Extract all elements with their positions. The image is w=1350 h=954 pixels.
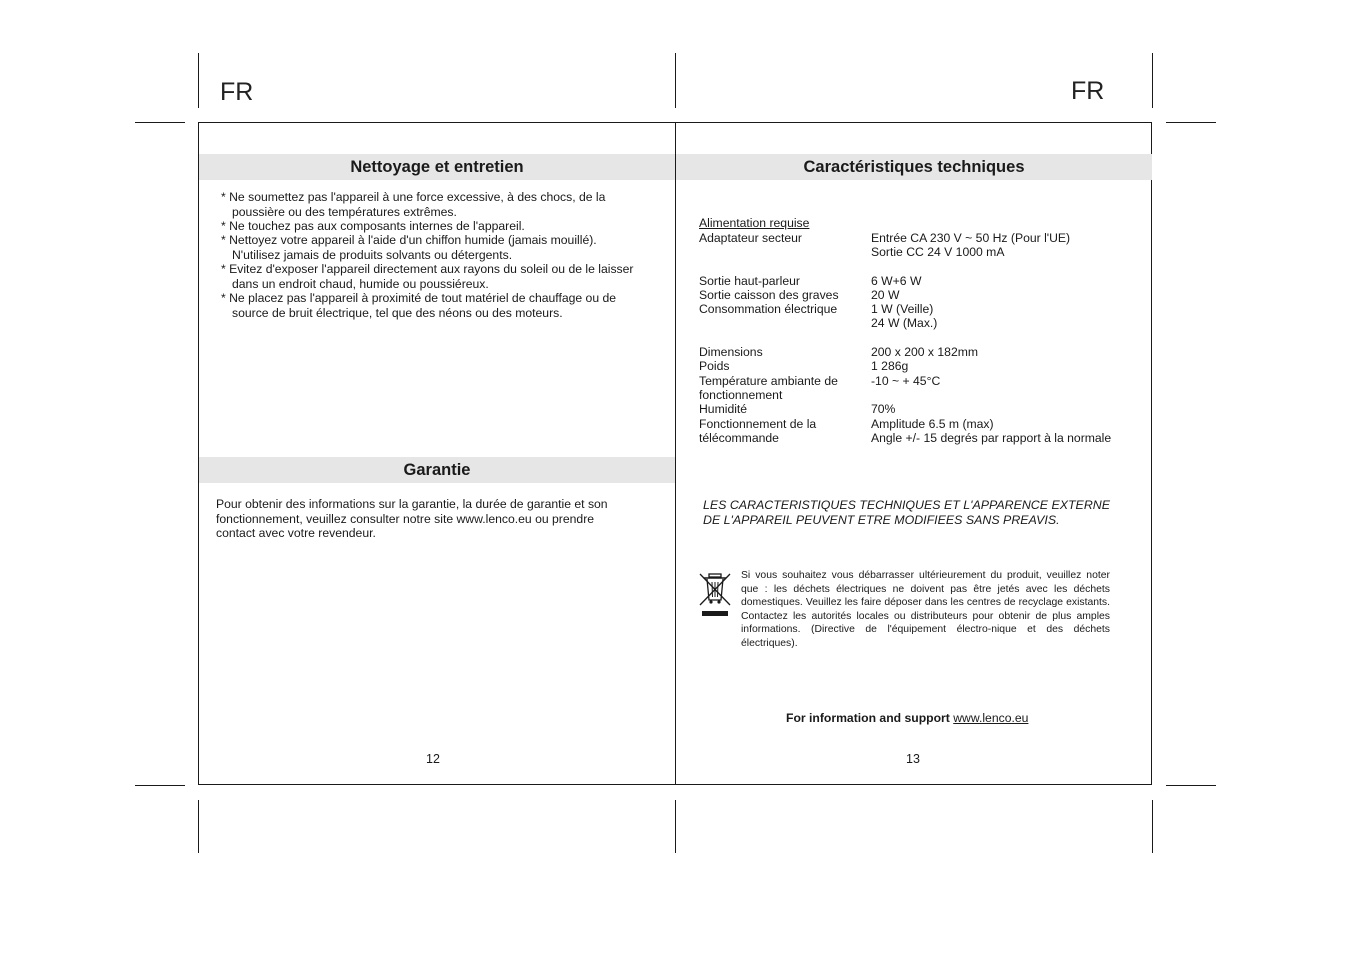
crop-mark [198,53,199,108]
spec-value-humidity: 70% [871,402,896,416]
page-number-left: 12 [426,752,440,766]
language-label-left: FR [220,78,254,106]
specs-section-title: Caractéristiques techniques [676,154,1152,180]
specs-change-notice: LES CARACTERISTIQUES TECHNIQUES ET L'APPARENCE EXTERNE DE L'APPAREIL PEUVENT ETRE MODIFIEES SANS PREAVIS. [703,498,1110,527]
spec-label-consumption: Consommation électrique [699,302,838,316]
page-divider [675,122,676,785]
spec-value-adapter: Entrée CA 230 V ~ 50 Hz (Pour l'UE) Sortie CC 24 V 1000 mA [871,231,1071,260]
power-heading: Alimentation requise [699,216,810,230]
spec-label-subwoofer: Sortie caisson des graves [699,288,839,302]
support-label: For information and support [786,711,950,725]
spec-value-dimensions: 200 x 200 x 182mm [871,345,979,359]
cleaning-item: * Nettoyez votre appareil à l'aide d'un chiffon humide (jamais mouillé). N'utilisez jamais de produits solvants ou détergents. [221,233,597,262]
spec-value-weight: 1 286g [871,359,909,373]
support-link[interactable]: www.lenco.eu [953,711,1029,725]
weee-disposal-text: Si vous souhaitez vous débarrasser ultérieurement du produit, veuillez noter que : les déchets électriques ne doivent pas être jetés avec les déchets domestiques. Veuillez les faire déposer dans les centres de recyclage existants. Contactez les autorités locales ou distributeurs pour obtenir de plus amples informations. (Directive de l'équipement électro-nique et des déchets électriques). [741,570,1110,649]
page-number-right: 13 [906,752,920,766]
spec-value-consumption: 1 W (Veille) 24 W (Max.) [871,302,938,331]
spec-value-subwoofer: 20 W [871,288,900,302]
crop-mark [1152,800,1153,853]
spec-label-remote: Fonctionnement de la télécommande [699,417,817,446]
language-label-right: FR [1071,77,1105,105]
spec-label-dimensions: Dimensions [699,345,763,359]
cleaning-item: * Evitez d'exposer l'appareil directement aux rayons du soleil ou de le laisser dans un endroit chaud, humide ou poussiéreux. [221,262,634,291]
crop-mark [1166,122,1216,123]
crop-mark [198,800,199,853]
spec-value-speaker: 6 W+6 W [871,274,922,288]
crop-mark [135,785,185,786]
spec-label-humidity: Humidité [699,402,748,416]
spec-value-temperature: -10 ~ + 45°C [871,374,941,388]
cleaning-item: * Ne touchez pas aux composants internes de l'appareil. [221,219,525,233]
crop-mark [1166,785,1216,786]
spec-label-adapter: Adaptateur secteur [699,231,802,245]
crop-mark [135,122,185,123]
crop-mark [675,53,676,108]
warranty-section-title: Garantie [199,457,675,483]
spec-value-remote: Amplitude 6.5 m (max) Angle +/- 15 degrés par rapport à la normale [871,417,1112,446]
spec-label-speaker: Sortie haut-parleur [699,274,800,288]
spec-label-weight: Poids [699,359,730,373]
crop-mark [1152,53,1153,108]
spec-label-temperature: Température ambiante de fonctionnement [699,374,838,403]
crop-mark [675,800,676,853]
cleaning-item: * Ne soumettez pas l'appareil à une force excessive, à des chocs, de la poussière ou des températures extrêmes. [221,190,606,219]
support-line [786,711,1028,725]
warranty-text: Pour obtenir des informations sur la garantie, la durée de garantie et son fonctionnement, veuillez consulter notre site www.lenco.eu ou prendre contact avec votre revendeur. [216,497,608,540]
weee-bin-icon [698,571,732,619]
cleaning-section-title: Nettoyage et entretien [199,154,675,180]
cleaning-item: * Ne placez pas l'appareil à proximité de tout matériel de chauffage ou de source de bruit électrique, tel que des néons ou des moteurs. [221,291,617,320]
